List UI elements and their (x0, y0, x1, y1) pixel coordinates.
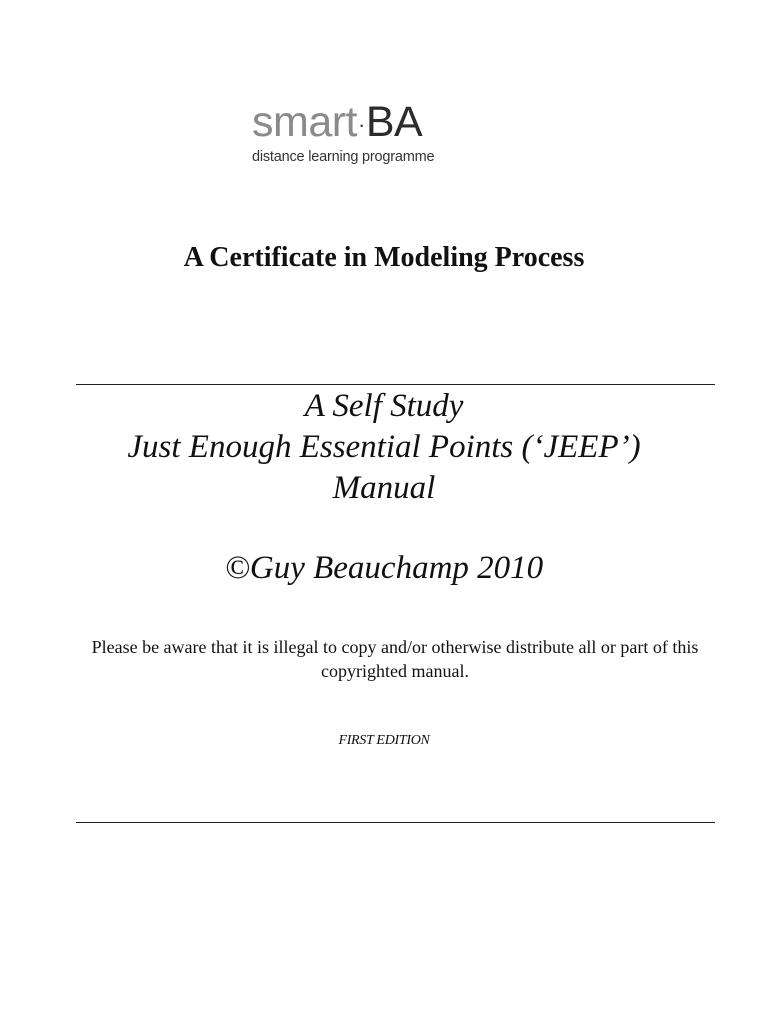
logo-dot: · (358, 111, 365, 137)
subtitle-block (0, 386, 768, 509)
copyright-line: ©Guy Beauchamp 2010 (224, 550, 544, 586)
subtitle-line-1: A Self Study (304, 388, 464, 424)
copyright-notice: Please be aware that it is illegal to copy and/or otherwise distribute all or part of this copyrighted manual. (91, 637, 699, 681)
edition-label: FIRST EDITION (338, 733, 430, 748)
logo-tagline: distance learning programme (252, 148, 435, 165)
logo-ba-text: BA (365, 98, 423, 146)
top-divider (76, 384, 715, 385)
subtitle-line-3: Manual (332, 470, 436, 506)
bottom-divider (76, 822, 715, 823)
smartba-logo (252, 100, 492, 165)
logo-smart-text: smart (252, 98, 357, 146)
logo-wordmark (252, 100, 492, 147)
document-title: A Certificate in Modeling Process (183, 242, 585, 273)
subtitle-line-2: Just Enough Essential Points (‘JEEP’) (127, 429, 641, 465)
